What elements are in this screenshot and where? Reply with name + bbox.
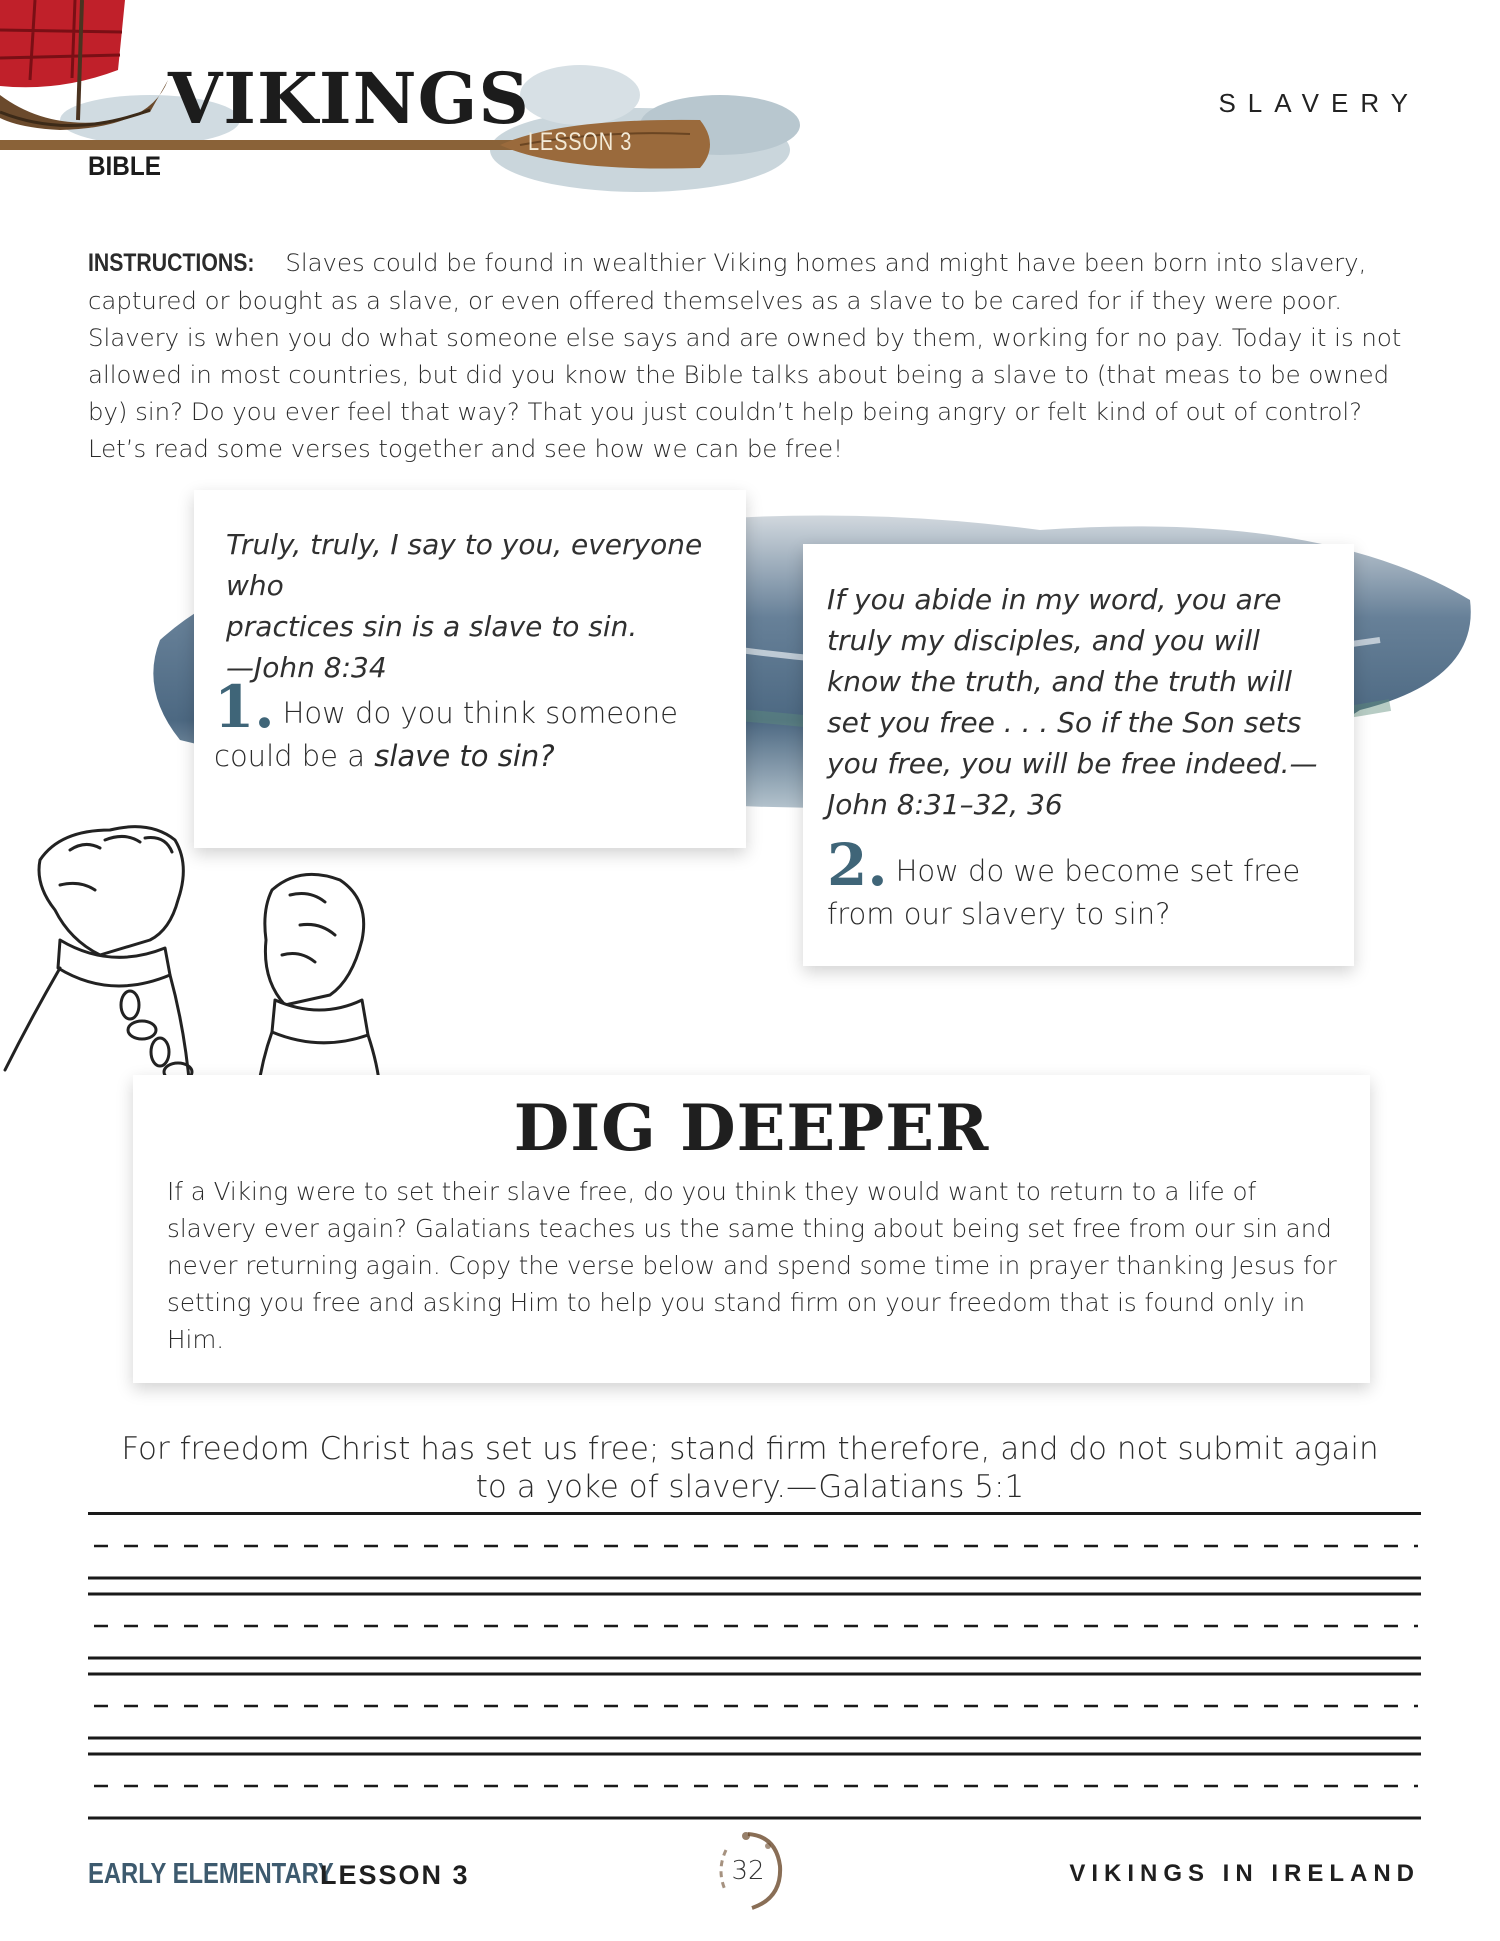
- footer-level: EARLY ELEMENTARY: [88, 1858, 334, 1890]
- writing-line-2[interactable]: [88, 1594, 1421, 1658]
- verse-reference: —John 8:34: [226, 651, 387, 684]
- instructions-text: Slaves could be found in wealthier Viking homes and might have been born into slavery, captured or bought as a slave, or even offered themselves as a slave to be cared for if they were poor. Slavery is when you do what someone else says and are owned by them, working for no pay. Today it is not allowed in most countries, but did you know the Bible talks about being a slave to (that meas to be owned by) sin? Do you ever feel that way? That you just couldn’t help being angry or felt kind of out of control? Let’s read some verses together and see how we can be free!: [88, 248, 1402, 463]
- shackled-hands-illustration: [0, 790, 400, 1090]
- writing-line-4[interactable]: [88, 1754, 1421, 1818]
- dig-deeper-title: DIG DEEPER: [513, 1091, 990, 1166]
- subject-label: BIBLE: [88, 151, 161, 181]
- footer-book-title: VIKINGS IN IRELAND: [1069, 1860, 1420, 1887]
- dig-deeper-box: [133, 1075, 1370, 1383]
- question-2: [827, 831, 1347, 936]
- copy-verse: For freedom Christ has set us free; stand firm therefore, and do not submit again to a yoke of slavery.—Galatians 5:1: [121, 1431, 1379, 1505]
- verse-text-1: [226, 524, 726, 688]
- verse-line: practices sin is a slave to sin.: [226, 610, 638, 643]
- instructions-label: INSTRUCTIONS:: [88, 249, 255, 277]
- verse-line: Truly, truly, I say to you, everyone who: [226, 528, 703, 602]
- question-emphasis: slave to sin?: [374, 739, 555, 773]
- instructions-paragraph: [88, 244, 1418, 467]
- question-text: How do you think someone could be a: [214, 696, 679, 773]
- question-1: [214, 673, 734, 778]
- handwriting-lines[interactable]: [88, 1512, 1421, 1830]
- question-number: 1.: [214, 673, 275, 741]
- question-number: 2.: [827, 831, 888, 899]
- page-number: 32: [731, 1856, 765, 1886]
- lesson-tag: LESSON 3: [528, 128, 633, 156]
- verse-text-2: If you abide in my word, you are truly my disciples, and you will know the truth, and the truth will set you free . . . So if the Son sets you free, you will be free indeed.—John 8:31–32, 36: [827, 583, 1318, 821]
- topic-heading: SLAVERY: [1218, 88, 1420, 118]
- writing-line-1[interactable]: [88, 1514, 1421, 1579]
- writing-line-3[interactable]: [88, 1674, 1421, 1738]
- footer-lesson: LESSON 3: [320, 1860, 470, 1890]
- chain: [121, 991, 192, 1081]
- dig-deeper-text: If a Viking were to set their slave free, do you think they would want to return to a life of slavery ever again? Galatians teaches us the same thing about being set free from our sin and never returning again. Copy the verse below and spend some time in prayer thanking Jesus for setting you free and asking Him to help you stand firm on your freedom that is found only in Him.: [167, 1177, 1337, 1354]
- verse-card-2: [803, 544, 1354, 966]
- question-text: How do we become set free from our slavery to sin?: [827, 854, 1301, 931]
- page-title: VIKINGS: [168, 57, 530, 140]
